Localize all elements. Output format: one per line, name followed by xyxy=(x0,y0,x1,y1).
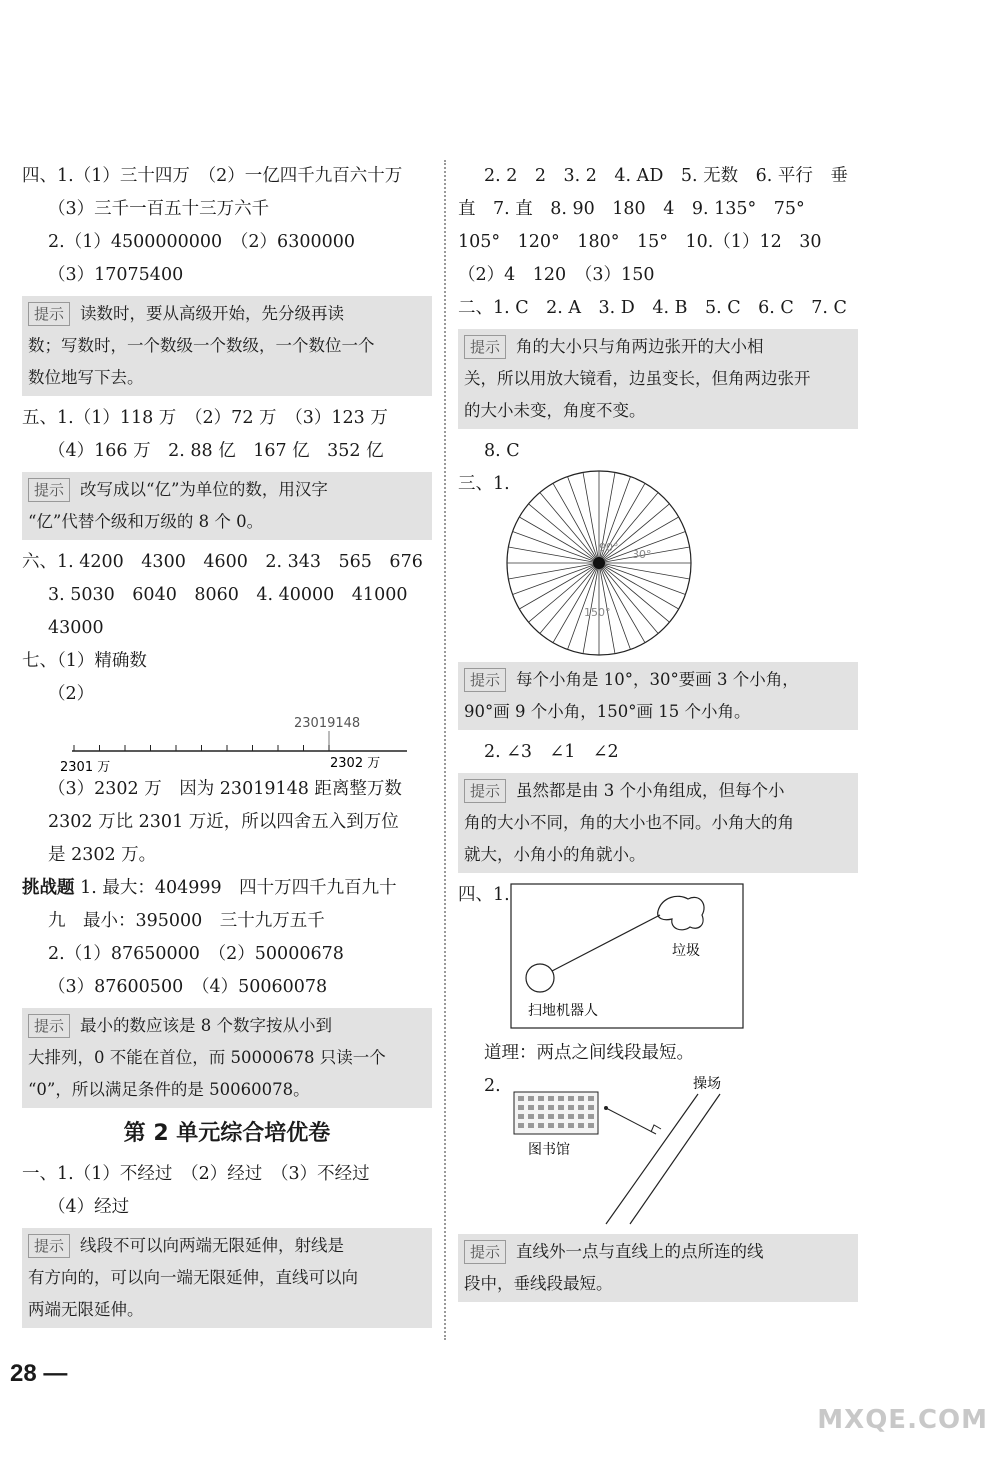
answer-line: 四、1. xyxy=(458,885,510,905)
hint-text: 直线外一点与直线上的点所连的线 xyxy=(516,1242,764,1261)
answer-line: 43000 xyxy=(48,618,104,638)
building-window xyxy=(548,1123,554,1128)
building-window xyxy=(568,1114,574,1119)
angle-label-90: 90° xyxy=(599,541,619,554)
answer-line: 道理：两点之间线段最短。 xyxy=(484,1043,694,1063)
building-window xyxy=(518,1096,524,1101)
building-window xyxy=(578,1105,584,1110)
library-building xyxy=(514,1092,598,1134)
hint-box xyxy=(22,472,432,540)
answer-line xyxy=(22,872,432,905)
answer-line: 8. C xyxy=(484,441,520,461)
hint-text: 的大小未变，角度不变。 xyxy=(464,401,646,420)
building-window xyxy=(548,1096,554,1101)
hint-text: “亿”代替个级和万级的 8 个 0。 xyxy=(28,512,264,531)
number-line-top-label: 23019148 xyxy=(294,716,361,731)
hint-text: “0”，所以满足条件的是 50060078。 xyxy=(28,1080,310,1099)
number-line xyxy=(22,711,422,773)
angle-label-150: 150° xyxy=(584,606,611,619)
answer-line: （3）三千一百五十三万六千 xyxy=(48,199,270,219)
answer-line: 2. ∠3 ∠1 ∠2 xyxy=(484,742,619,762)
library-point xyxy=(604,1106,608,1110)
answer-line: 3. 5030 6040 8060 4. 40000 41000 xyxy=(48,585,408,605)
building-window xyxy=(558,1114,564,1119)
hint-text: 角的大小不同，角的大小也不同。小角大的角 xyxy=(464,813,794,832)
answer-line: （4）经过 xyxy=(48,1197,130,1217)
hint-box xyxy=(458,773,858,873)
building-window xyxy=(538,1096,544,1101)
answer-line: 2. 2 2 3. 2 4. AD 5. 无数 6. 平行 垂 xyxy=(484,166,848,186)
hint-tag: 提示 xyxy=(464,779,506,803)
building-window xyxy=(518,1105,524,1110)
hint-text: 90°画 9 个小角，150°画 15 个小角。 xyxy=(464,702,751,721)
building-window xyxy=(558,1096,564,1101)
hint-text: 就大，小角小的角就小。 xyxy=(464,845,646,864)
robot-label: 扫地机器人 xyxy=(528,1003,598,1019)
angle-label-30: 30° xyxy=(632,548,652,561)
answer-line: 105° 120° 180° 15° 10.（1）12 30 xyxy=(458,232,822,252)
answer-line: （2）4 120 （3）150 xyxy=(458,265,655,285)
hint-tag: 提示 xyxy=(464,1240,506,1264)
answer-line: 2.（1）87650000 （2）50000678 xyxy=(48,944,344,964)
building-window xyxy=(528,1123,534,1128)
building-window xyxy=(558,1123,564,1128)
hint-tag: 提示 xyxy=(28,478,70,502)
library-label: 图书馆 xyxy=(528,1142,570,1158)
watermark: MXQE.COM xyxy=(817,1405,988,1435)
hint-box xyxy=(22,1228,432,1328)
page-number: 28 — xyxy=(10,1360,68,1387)
answer-line: 五、1.（1）118 万 （2）72 万 （3）123 万 xyxy=(22,408,388,428)
building-window xyxy=(528,1114,534,1119)
road-line-1 xyxy=(606,1094,698,1224)
answer-line: 四、1.（1）三十四万 （2）一亿四千九百六十万 xyxy=(22,166,403,186)
answer-line: 九 最小：395000 三十九万五千 xyxy=(48,911,325,931)
answer-line: （3）2302 万 因为 23019148 距离整万数 xyxy=(48,779,402,799)
hint-box xyxy=(458,1234,858,1302)
garbage-shape xyxy=(658,896,704,930)
building-window xyxy=(538,1123,544,1128)
hint-text: 最小的数应该是 8 个数字按从小到 xyxy=(80,1016,333,1035)
building-window xyxy=(528,1096,534,1101)
hint-box xyxy=(458,329,858,429)
building-window xyxy=(518,1114,524,1119)
circle-center xyxy=(593,557,605,569)
answer-line: （3）17075400 xyxy=(48,265,184,285)
answer-line: （4）166 万 2. 88 亿 167 亿 352 亿 xyxy=(48,441,384,461)
shortest-segment xyxy=(552,915,660,971)
building-window xyxy=(548,1105,554,1110)
hint-text: 有方向的，可以向一端无限延伸，直线可以向 xyxy=(28,1268,358,1287)
answer-line: 六、1. 4200 4300 4600 2. 343 565 676 xyxy=(22,552,423,572)
answer-line: 是 2302 万。 xyxy=(48,845,157,865)
hint-tag: 提示 xyxy=(28,302,70,326)
building-window xyxy=(578,1096,584,1101)
answer-line: 2302 万比 2301 万近，所以四舍五入到万位 xyxy=(48,812,399,832)
hint-box xyxy=(22,296,432,396)
answer-line: （2） xyxy=(48,684,95,704)
hint-tag: 提示 xyxy=(28,1014,70,1038)
section-title: 第 2 单元综合培优卷 xyxy=(123,1121,331,1146)
hint-text: 数位地写下去。 xyxy=(28,368,144,387)
hint-text: 读数时，要从高级开始，先分级再读 xyxy=(80,304,345,323)
library-playground-figure xyxy=(508,1070,808,1228)
answer-line: 七、（1）精确数 xyxy=(22,651,147,671)
hint-tag: 提示 xyxy=(464,668,506,692)
number-line-ticks xyxy=(74,745,329,751)
hint-box xyxy=(458,662,858,730)
building-window xyxy=(588,1096,594,1101)
robot-garbage-figure xyxy=(510,883,750,1033)
building-window xyxy=(538,1114,544,1119)
building-body xyxy=(514,1092,598,1134)
garbage-label: 垃圾 xyxy=(672,943,700,959)
playground-label: 操场 xyxy=(693,1076,721,1092)
building-window xyxy=(548,1114,554,1119)
hint-text: 关，所以用放大镜看，边虽变长，但角两边张开 xyxy=(464,369,811,388)
hint-text: 数；写数时，一个数级一个数级，一个数位一个 xyxy=(28,336,375,355)
road-line-2 xyxy=(630,1094,720,1224)
left-column xyxy=(22,160,432,1334)
number-line-left-label: 2301 万 xyxy=(60,760,111,773)
answer-line: 2.（1）4500000000 （2）6300000 xyxy=(48,232,355,252)
building-window xyxy=(588,1114,594,1119)
building-window xyxy=(518,1123,524,1128)
building-window xyxy=(568,1123,574,1128)
hint-text: 线段不可以向两端无限延伸，射线是 xyxy=(80,1236,345,1255)
circle-figure-row xyxy=(458,468,858,658)
hint-tag: 提示 xyxy=(464,335,506,359)
answer-line: （3）87600500 （4）50060078 xyxy=(48,977,328,997)
angle-circle-figure xyxy=(504,468,694,658)
building-window xyxy=(568,1105,574,1110)
answer-text: 1. 最大：404999 四十万四千九百九十 xyxy=(74,878,397,898)
building-window xyxy=(588,1105,594,1110)
hint-box xyxy=(22,1008,432,1108)
right-column xyxy=(458,160,858,1308)
library-figure-row xyxy=(458,1070,858,1230)
answer-line: 一、1.（1）不经过 （2）经过 （3）不经过 xyxy=(22,1164,370,1184)
answer-line: 直 7. 直 8. 90 180 4 9. 135° 75° xyxy=(458,199,805,219)
answer-line: 2. xyxy=(484,1076,501,1096)
hint-text: 两端无限延伸。 xyxy=(28,1300,144,1319)
hint-text: 虽然都是由 3 个小角组成，但每个小 xyxy=(516,781,785,800)
building-window xyxy=(538,1105,544,1110)
right-angle-mark xyxy=(651,1125,661,1132)
column-divider xyxy=(444,160,446,1340)
robot-circle xyxy=(526,964,554,992)
hint-text: 改写成以“亿”为单位的数，用汉字 xyxy=(80,480,328,499)
robot-figure-row xyxy=(458,879,858,1037)
challenge-label: 挑战题 xyxy=(22,878,75,898)
hint-text: 每个小角是 10°，30°要画 3 个小角， xyxy=(516,670,799,689)
building-window xyxy=(588,1123,594,1128)
perpendicular-segment xyxy=(606,1108,656,1134)
hint-tag: 提示 xyxy=(28,1234,70,1258)
building-window xyxy=(578,1114,584,1119)
number-line-right-label: 2302 万 xyxy=(330,756,381,771)
answer-line: 二、1. C 2. A 3. D 4. B 5. C 6. C 7. C xyxy=(458,298,847,318)
building-window xyxy=(568,1096,574,1101)
answer-line: 三、1. xyxy=(458,474,510,494)
hint-text: 段中，垂线段最短。 xyxy=(464,1274,613,1293)
building-window xyxy=(558,1105,564,1110)
building-window xyxy=(578,1123,584,1128)
hint-text: 大排列，0 不能在首位，而 50000678 只读一个 xyxy=(28,1048,386,1067)
hint-text: 角的大小只与角两边张开的大小相 xyxy=(516,337,764,356)
building-window xyxy=(528,1105,534,1110)
